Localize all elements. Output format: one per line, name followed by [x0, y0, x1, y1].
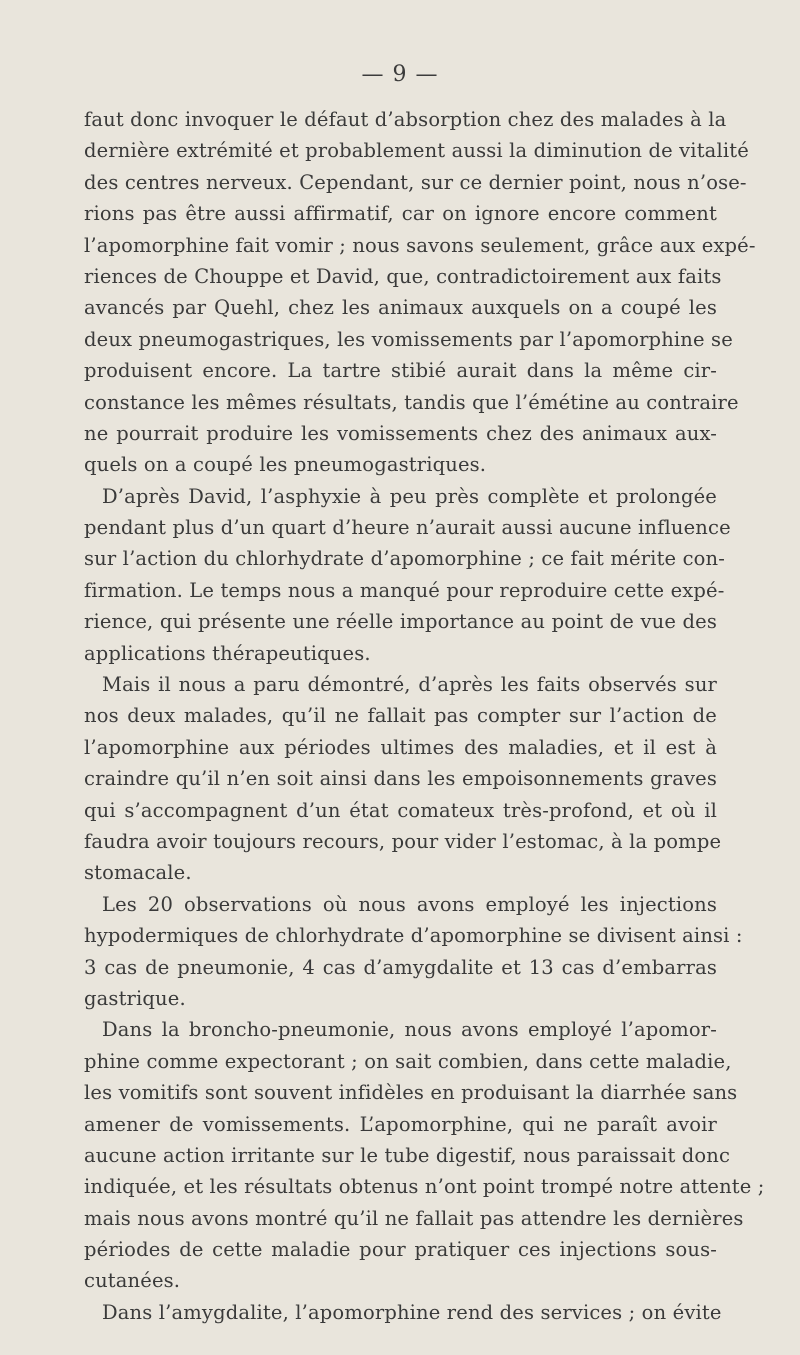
text-line: Dans la broncho-pneumonie, nous avons employé l’apomor- — [102, 1018, 717, 1042]
page-number: — 9 — — [361, 62, 439, 87]
text-line: hypodermiques de chlorhydrate d’apomorphine se divisent ainsi : — [84, 924, 743, 948]
text-line: l’apomorphine aux périodes ultimes des maladies, et il est à — [84, 735, 717, 759]
text-line: des centres nerveux. Cependant, sur ce dernier point, nous n’ose- — [84, 170, 747, 194]
text-line: ne pourrait produire les vomissements chez des animaux aux- — [84, 421, 717, 445]
text-line: rions pas être aussi affirmatif, car on ignore encore comment — [84, 202, 717, 226]
text-line: aucune action irritante sur le tube digestif, nous paraissait donc — [84, 1143, 731, 1167]
text-line: constance les mêmes résultats, tandis que l’émétine au contraire — [84, 390, 739, 414]
text-line: pendant plus d’un quart d’heure n’aurait aussi aucune influence — [84, 516, 731, 540]
text-line: D’après David, l’asphyxie à peu près complète et prolongée — [102, 484, 717, 508]
text-line: deux pneumogastriques, les vomissements par l’apomorphine se — [84, 327, 733, 351]
text-line: avancés par Quehl, chez les animaux auxquels on a coupé les — [84, 296, 717, 320]
text-line: gastrique. — [84, 986, 186, 1010]
text-line: rience, qui présente une réelle importance au point de vue des — [84, 610, 717, 634]
text-line: Mais il nous a paru démontré, d’après les faits observés sur — [102, 673, 717, 697]
text-line: phine comme expectorant ; on sait combien, dans cette maladie, — [84, 1049, 732, 1073]
text-line: applications thérapeutiques. — [84, 641, 371, 665]
text-line: riences de Chouppe et David, que, contradictoirement aux faits — [84, 264, 722, 288]
text-line: qui s’accompagnent d’un état comateux très-profond, et où il — [84, 798, 717, 822]
text-line: faut donc invoquer le défaut d’absorption chez des malades à la — [84, 108, 727, 131]
text-line: indiquée, et les résultats obtenus n’ont point trompé notre attente ; — [84, 1175, 765, 1199]
text-line: nos deux malades, qu’il ne fallait pas compter sur l’action de — [84, 704, 717, 728]
text-line: stomacale. — [84, 861, 192, 885]
text-line: amener de vomissements. L’apomorphine, qui ne paraît avoir — [84, 1112, 717, 1136]
text-line: les vomitifs sont souvent infidèles en produisant la diarrhée sans — [84, 1081, 738, 1105]
text-line: Les 20 observations où nous avons employé les injections — [102, 892, 717, 916]
text-line: dernière extrémité et probablement aussi la diminution de vitalité — [84, 139, 749, 163]
text-line: mais nous avons montré qu’il ne fallait pas attendre les dernières — [84, 1206, 744, 1230]
text-line: l’apomorphine fait vomir ; nous savons seulement, grâce aux expé- — [84, 233, 756, 257]
text-line: craindre qu’il n’en soit ainsi dans les empoisonnements graves — [84, 767, 717, 791]
text-line: quels on a coupé les pneumogastriques. — [84, 453, 487, 477]
text-line: périodes de cette maladie pour pratiquer ces injections sous- — [84, 1238, 717, 1262]
text-line: 3 cas de pneumonie, 4 cas d’amygdalite et 13 cas d’embarras — [84, 955, 717, 979]
text-line: cutanées. — [84, 1269, 181, 1293]
text-line: faudra avoir toujours recours, pour vider l’estomac, à la pompe — [84, 829, 722, 853]
text-line: firmation. Le temps nous a manqué pour reproduire cette expé- — [84, 578, 725, 602]
text-line: sur l’action du chlorhydrate d’apomorphine ; ce fait mérite con- — [84, 547, 726, 571]
body-text — [84, 104, 765, 1328]
text-line: Dans l’amygdalite, l’apomorphine rend des services ; on évite — [102, 1300, 722, 1324]
text-line: produisent encore. La tartre stibié aurait dans la même cir- — [84, 359, 717, 383]
